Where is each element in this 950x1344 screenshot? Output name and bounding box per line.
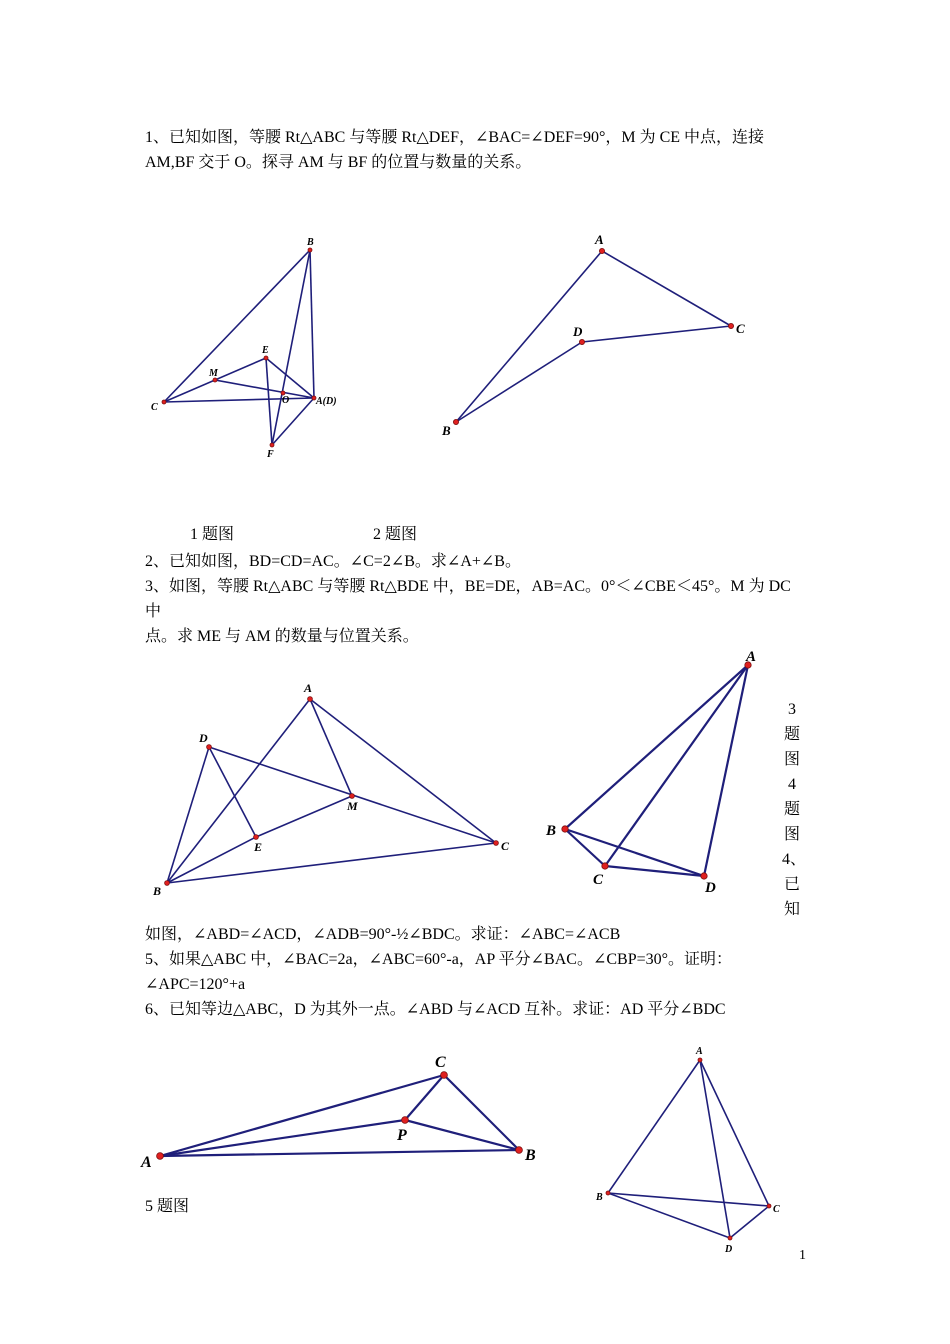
side-char: 图: [783, 751, 800, 768]
segment-ca: [164, 398, 314, 402]
segment-ac: [310, 699, 496, 843]
point-b: [308, 248, 312, 252]
label-c: C: [773, 1204, 780, 1215]
side-caption-column: [782, 697, 807, 922]
caption-figure-1: 1 题图: [190, 526, 235, 543]
point-b: [562, 826, 568, 832]
side-char: 已: [783, 876, 800, 893]
problem-5-line-2: ∠APC=120°+a: [145, 976, 246, 993]
point-b: [606, 1191, 610, 1195]
point-d: [728, 1236, 732, 1240]
label-f: F: [267, 449, 274, 460]
segment-db: [456, 342, 582, 422]
segment-ac: [700, 1060, 769, 1206]
segment-ab: [565, 665, 748, 829]
segment-cb: [444, 1075, 519, 1150]
label-p: P: [397, 1127, 407, 1144]
point-c: [728, 323, 733, 328]
label-d: D: [573, 324, 583, 339]
label-c: C: [151, 402, 158, 413]
label-d: D: [705, 880, 716, 896]
label-o: O: [282, 395, 290, 406]
point-c: [441, 1072, 448, 1079]
point-b: [516, 1147, 523, 1154]
label-d: D: [199, 731, 208, 745]
point-c: [767, 1204, 771, 1208]
segment-pc: [405, 1075, 444, 1120]
point-a: [599, 248, 604, 253]
problem-1-line-2: AM,BF 交于 O。探寻 AM 与 BF 的位置与数量的关系。: [145, 154, 532, 171]
label-b: B: [153, 884, 162, 898]
label-b: B: [546, 823, 557, 839]
point-c: [602, 863, 608, 869]
point-d: [207, 745, 212, 750]
problem-6: 6、已知等边△ABC，D 为其外一点。∠ABD 与∠ACD 互补。求证：AD 平分∠BDC: [145, 1001, 726, 1018]
segment-cd: [730, 1206, 769, 1238]
figure-5: [135, 1045, 545, 1175]
label-c: C: [435, 1054, 446, 1071]
side-char: 题: [783, 726, 800, 743]
label-a: A: [304, 681, 313, 695]
problem-5: [145, 947, 807, 997]
problem-4: 如图，∠ABD=∠ACD，∠ADB=90°-½∠BDC。求证：∠ABC=∠ACB: [145, 926, 621, 943]
caption-figure-2: 2 题图: [373, 526, 418, 543]
figure-4: [540, 645, 780, 900]
caption-figure-5: 5 题图: [145, 1198, 190, 1215]
segment-bc: [565, 829, 605, 866]
point-c: [494, 841, 499, 846]
point-e: [254, 835, 259, 840]
point-c: [162, 400, 166, 404]
segment-pb: [405, 1120, 519, 1150]
segment-db: [167, 747, 209, 883]
segment-df: [272, 398, 314, 445]
point-p: [402, 1117, 409, 1124]
segment-be: [167, 837, 256, 883]
problem-5-line-1: 5、如果△ABC 中，∠BAC=2a，∠ABC=60°-a，AP 平分∠BAC。∠CBP=30°。证明：: [145, 951, 733, 968]
point-d: [701, 873, 707, 879]
segment-dc: [582, 326, 731, 342]
point-b: [453, 419, 458, 424]
side-char: 知: [783, 901, 800, 918]
segment-bc: [167, 843, 496, 883]
segment-ac: [602, 251, 731, 326]
point-d: [579, 339, 584, 344]
problem-2: 2、已知如图，BD=CD=AC。∠C=2∠B。求∠A+∠B。: [145, 553, 521, 570]
segment-em: [256, 796, 352, 837]
segment-bf: [272, 250, 310, 445]
problem-1-line-1: 1、已知如图，等腰 Rt△ABC 与等腰 Rt△DEF，∠BAC=∠DEF=90°，M 为 CE 中点，连接: [145, 129, 765, 146]
label-b: B: [442, 423, 451, 438]
label-c: C: [736, 321, 745, 336]
side-char: 4: [788, 776, 796, 793]
point-a: [698, 1058, 702, 1062]
label-e: E: [262, 345, 269, 356]
segment-ad: [700, 1060, 730, 1238]
label-a: A: [141, 1154, 152, 1171]
label-c: C: [501, 839, 510, 853]
problem-1: [145, 125, 807, 175]
label-a: A: [746, 649, 757, 665]
figure-2: [435, 225, 755, 445]
problem-3: [145, 574, 807, 649]
label-m: M: [347, 799, 358, 813]
segment-ef: [266, 358, 272, 445]
label-d: D: [725, 1244, 733, 1255]
label-b: B: [307, 237, 314, 248]
point-e: [264, 356, 268, 360]
label-a: A: [595, 232, 604, 247]
label-b: B: [525, 1147, 536, 1164]
label-b: B: [596, 1192, 603, 1203]
figure-6: [585, 1040, 795, 1260]
point-b: [165, 881, 170, 886]
side-char: 图: [783, 826, 800, 843]
label-c: C: [593, 872, 604, 888]
figure-3: [145, 675, 520, 900]
side-char: 4、: [782, 851, 807, 868]
segment-bd: [608, 1193, 730, 1238]
point-m: [350, 794, 355, 799]
segment-am: [310, 699, 352, 796]
point-f: [270, 443, 274, 447]
figure-1: [140, 225, 360, 465]
segment-ab: [167, 699, 310, 883]
label-m: M: [209, 368, 218, 379]
label-e: E: [254, 840, 263, 854]
segment-ab: [160, 1150, 519, 1156]
page-number: 1: [799, 1248, 806, 1263]
problem-3-line-2: 点。求 ME 与 AM 的数量与位置关系。: [145, 628, 419, 645]
segment-cb: [164, 250, 310, 402]
segment-am: [215, 380, 314, 398]
problem-3-line-1: 3、如图，等腰 Rt△ABC 与等腰 Rt△BDE 中，BE=DE，AB=AC。0°＜∠CBE＜45°。M 为 DC 中: [145, 578, 791, 620]
label-ad: A(D): [316, 396, 337, 407]
label-a: A: [696, 1046, 703, 1057]
segment-bc: [608, 1193, 769, 1206]
point-a: [157, 1153, 164, 1160]
side-char: 题: [783, 801, 800, 818]
side-char: 3: [788, 701, 796, 718]
segment-ab: [608, 1060, 700, 1193]
segment-ba: [310, 250, 314, 398]
segment-ed: [266, 358, 314, 398]
point-a: [308, 697, 313, 702]
segment-ap: [160, 1120, 405, 1156]
